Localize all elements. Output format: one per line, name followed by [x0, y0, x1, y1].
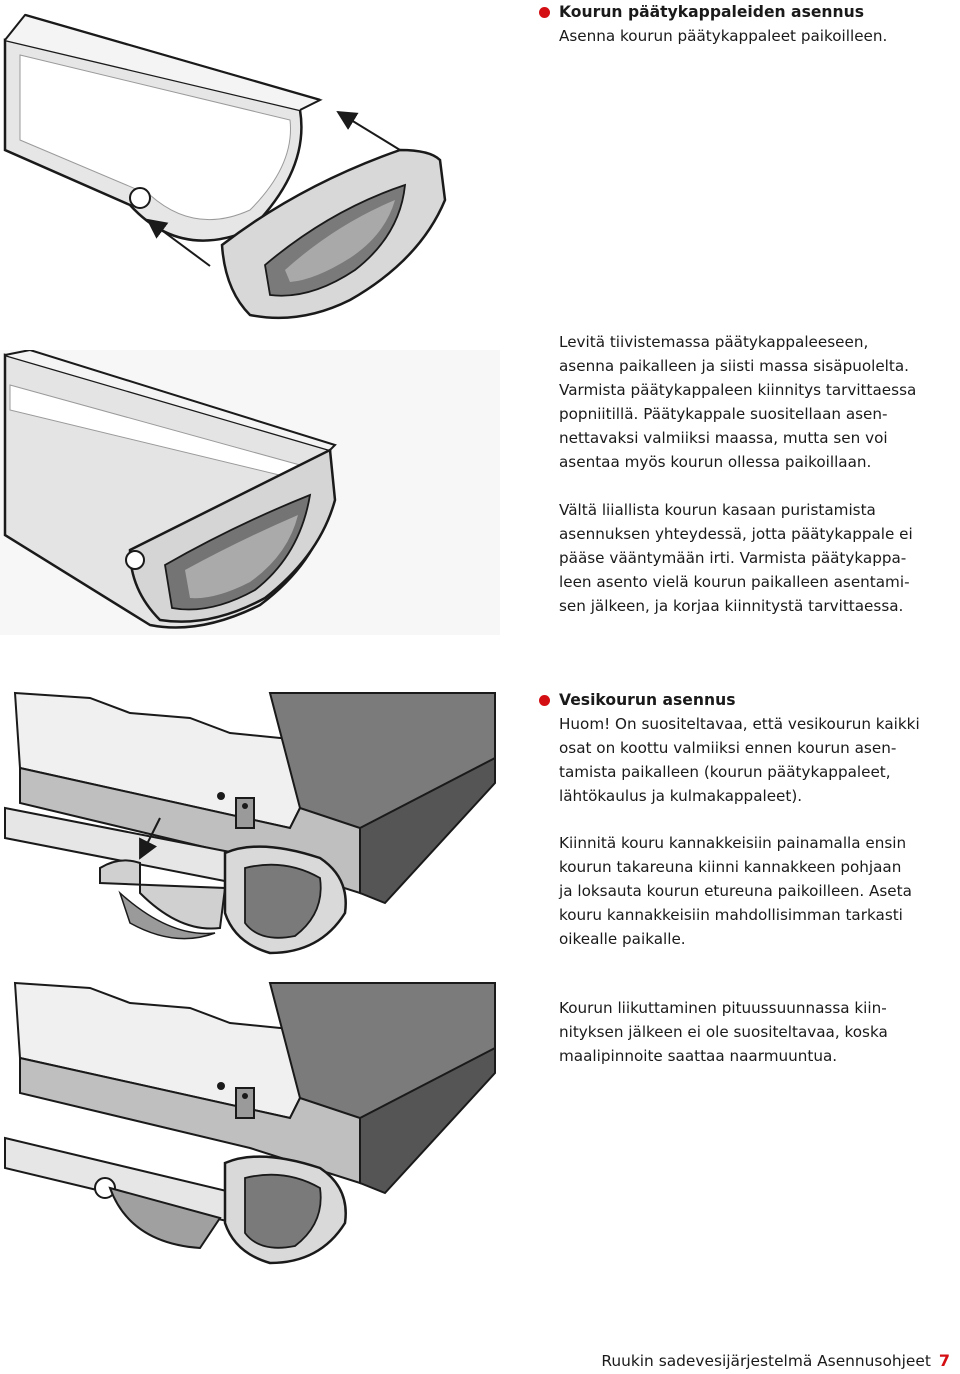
- gutter-mounted-illustration: [0, 978, 500, 1278]
- text-line: maalipinnoite saattaa naarmuuntua.: [559, 1047, 838, 1065]
- text-line: asentaa myös kourun ollessa paikoillaan.: [559, 453, 872, 471]
- heading-text: Kourun päätykappaleiden asennus: [559, 3, 865, 21]
- text-line: Varmista päätykappaleen kiinnitys tarvittaessa: [559, 381, 917, 399]
- text-line: lähtökaulus ja kulmakappaleet).: [559, 787, 803, 805]
- paragraph-avoid-compression: [559, 498, 949, 618]
- page-footer: [601, 1351, 950, 1370]
- red-bullet-icon: [539, 695, 550, 706]
- footer-title: Ruukin sadevesijärjestelmä Asennusohjeet: [601, 1352, 931, 1370]
- text-line: osat on koottu valmiiksi ennen kourun asen-: [559, 739, 897, 757]
- text-line: popniitillä. Päätykappale suositellaan asen-: [559, 405, 888, 423]
- text-line: asenna paikalleen ja siisti massa sisäpuolelta.: [559, 357, 909, 375]
- text-line: oikealle paikalle.: [559, 930, 686, 948]
- direction-arrow: [338, 112, 400, 150]
- gutter-bracket-mounting-illustration: [0, 688, 500, 970]
- text-line: tamista paikalleen (kourun päätykappaleet,: [559, 763, 891, 781]
- heading-text: Vesikourun asennus: [559, 691, 736, 709]
- text-line: asennuksen yhteydessä, jotta päätykappale ei: [559, 525, 913, 543]
- text-line: Levitä tiivistemassa päätykappaleeseen,: [559, 333, 869, 351]
- text-line: Kiinnitä kouru kannakkeisiin painamalla ensin: [559, 834, 907, 852]
- text-line: nityksen jälkeen ei ole suositeltavaa, koska: [559, 1023, 888, 1041]
- text-line: kouru kannakkeisiin mahdollisimman tarkasti: [559, 906, 903, 924]
- section-gutter-install: [559, 688, 949, 808]
- paragraph-attach-brackets: [559, 831, 949, 951]
- text-line: nettavaksi valmiiksi maassa, mutta sen voi: [559, 429, 888, 447]
- page-number: 7: [938, 1351, 950, 1370]
- text-line: Huom! On suositeltavaa, että vesikourun kaikki: [559, 715, 920, 733]
- gutter-end-cap-installed-illustration: [0, 350, 500, 635]
- text-line: sen jälkeen, ja korjaa kiinnitystä tarvittaessa.: [559, 597, 904, 615]
- section-heading: [559, 0, 949, 24]
- intro-text: Asenna kourun päätykappaleet paikoilleen.: [559, 27, 888, 45]
- paragraph-do-not-move: [559, 996, 949, 1068]
- text-line: Vältä liiallista kourun kasaan puristamista: [559, 501, 876, 519]
- paragraph-sealant: [559, 330, 949, 474]
- text-line: kourun takareuna kiinni kannakkeen pohjaan: [559, 858, 902, 876]
- text-line: ja loksauta kourun etureuna paikoilleen. Aseta: [559, 882, 912, 900]
- section-heading: [559, 688, 949, 712]
- red-bullet-icon: [539, 7, 550, 18]
- text-line: leen asento vielä kourun paikalleen asentami-: [559, 573, 910, 591]
- text-line: Kourun liikuttaminen pituussuunnassa kiin-: [559, 999, 887, 1017]
- gutter-end-cap-fitting-illustration: [0, 0, 500, 340]
- section-end-caps: [559, 0, 949, 48]
- text-line: pääse vääntymään irti. Varmista päätykappa-: [559, 549, 907, 567]
